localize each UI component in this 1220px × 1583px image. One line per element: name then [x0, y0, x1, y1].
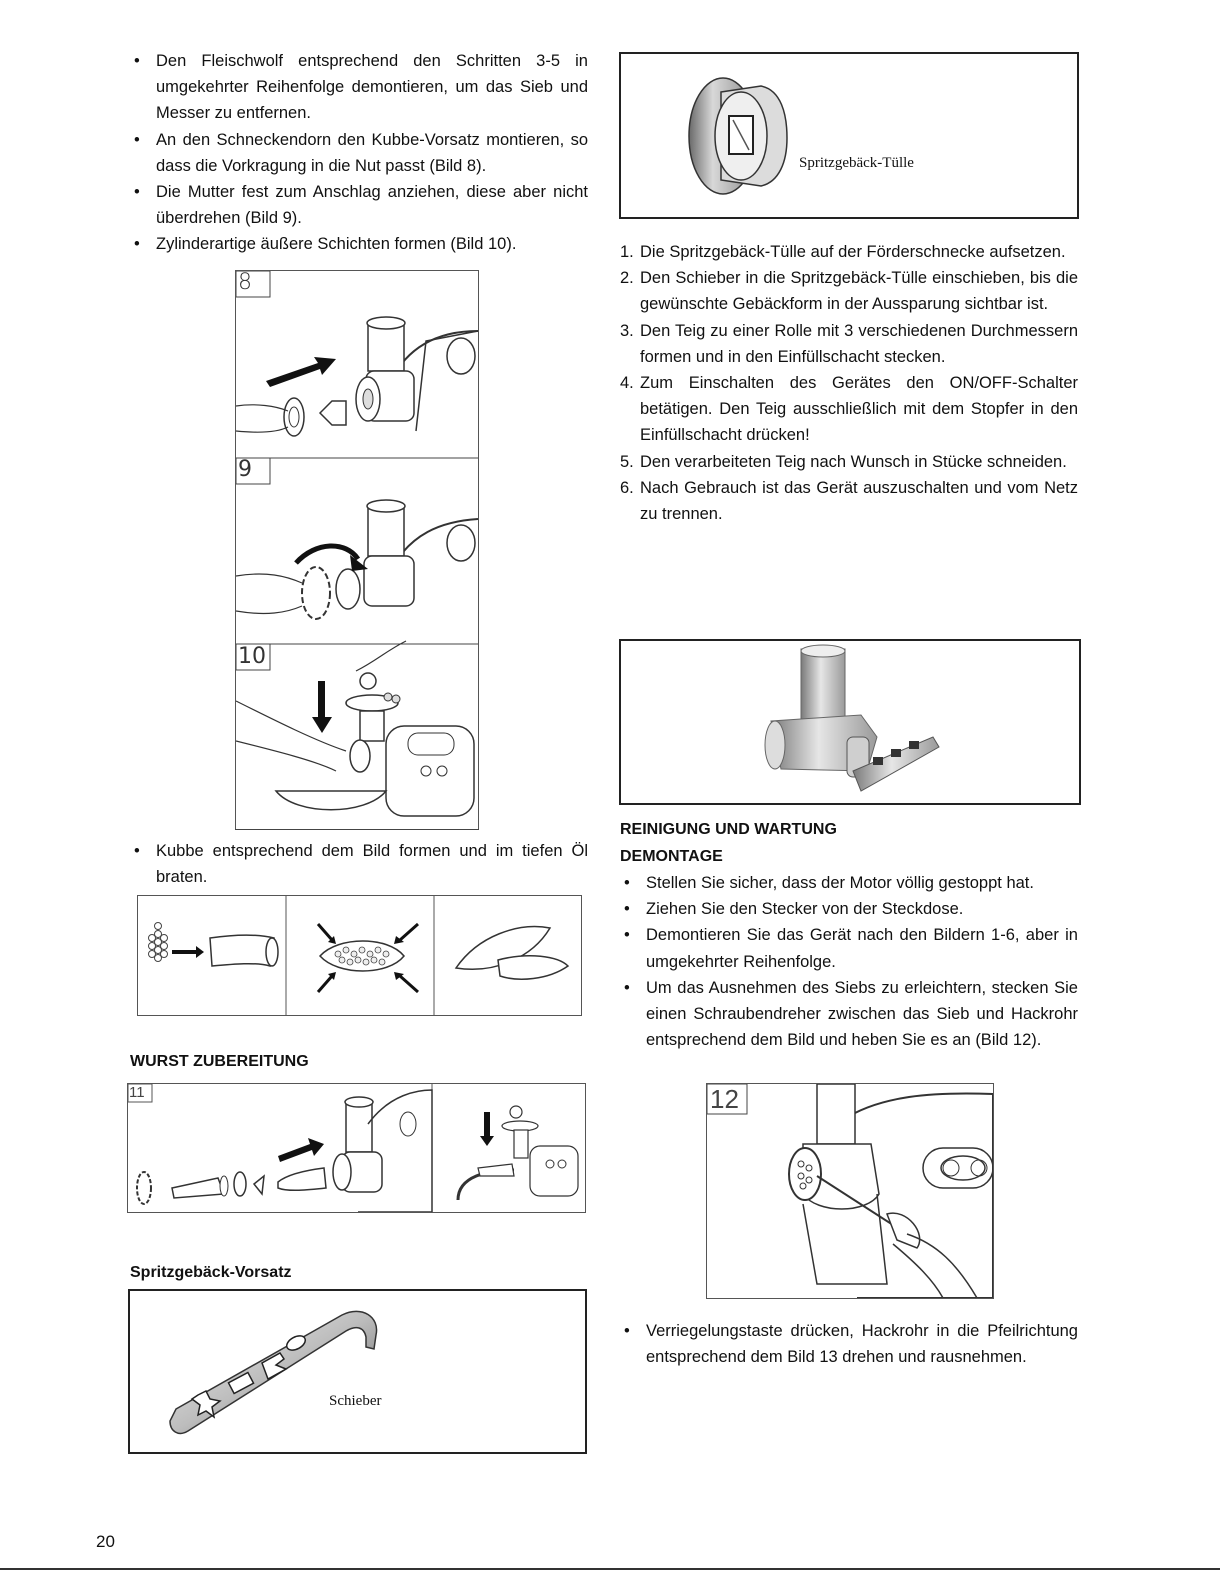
- list-item: • An den Schneckendorn den Kubbe-Vorsatz montieren, so dass die Vorkragung in die Nut passt (Bild 8).: [130, 127, 588, 179]
- list-item: 3. Den Teig zu einer Rolle mit 3 verschiedenen Durchmessern formen und in den Einfüllschacht stecken.: [620, 321, 1078, 366]
- list-item: • Die Mutter fest zum Anschlag anziehen, diese aber nicht überdrehen (Bild 9).: [130, 179, 588, 231]
- list-item: • Stellen Sie sicher, dass der Motor völlig gestoppt hat.: [620, 870, 1078, 896]
- demontage-bullet-list: [620, 870, 1078, 1053]
- list-item: 4. Zum Einschalten des Gerätes den ON/OFF-Schalter betätigen. Den Teig ausschließlich mit dem Stopfer in den Einfüllschacht drücken!: [620, 374, 1078, 445]
- demontage-instructions: [620, 870, 1078, 1053]
- list-item: • Verriegelungstaste drücken, Hackrohr in die Pfeilrichtung entsprechend dem Bild 13 drehen und rausnehmen.: [620, 1318, 1078, 1370]
- assembly-bullet-list: [130, 48, 588, 258]
- schieber-figure: [128, 1289, 587, 1454]
- tuelle-caption: Spritzgebäck-Tülle: [799, 155, 914, 171]
- list-item: • Kubbe entsprechend dem Bild formen und im tiefen Öl braten.: [130, 838, 588, 890]
- list-item: • Den Fleischwolf entsprechend den Schritten 3-5 in umgekehrter Reihenfolge demontieren, um das Sieb und Messer zu entfernen.: [130, 48, 588, 127]
- list-item: 2. Den Schieber in die Spritzgebäck-Tülle einschieben, bis die gewünschte Gebäckform in der Aussparung sichtbar ist.: [620, 269, 1078, 314]
- list-item: 5. Den verarbeiteten Teig nach Wunsch in Stücke schneiden.: [620, 452, 1067, 471]
- heading-wurst-zubereitung: WURST ZUBEREITUNG: [130, 1053, 309, 1070]
- figure-8-9-10: [235, 270, 479, 829]
- list-item: 6. Nach Gebrauch ist das Gerät auszuschalten und vom Netz zu trennen.: [620, 478, 1078, 524]
- divider: [0, 1568, 1220, 1570]
- heading-reinigung: REINIGUNG UND WARTUNG: [620, 821, 837, 838]
- figure-9-label: 9: [238, 457, 252, 482]
- list-item: • Um das Ausnehmen des Siebs zu erleichtern, stecken Sie einen Schraubendreher zwischen das Sieb und Hackrohr entsprechend dem Bild und heben Sie es an (Bild 12).: [620, 975, 1078, 1054]
- kubbe-assembly-illustration: [236, 271, 478, 829]
- tuelle-illustration: [621, 54, 1077, 217]
- figure-11-label: 11: [129, 1084, 145, 1101]
- divider: [235, 829, 479, 830]
- figure-10-label: 10: [238, 644, 266, 669]
- figure-11: [127, 1083, 586, 1213]
- figure-8-label: 8: [238, 270, 252, 295]
- tuelle-figure: [619, 52, 1079, 219]
- page-number: 20: [96, 1532, 115, 1551]
- kubbe-instruction: [130, 838, 588, 890]
- kubbe-shaping-figure: [137, 895, 582, 1016]
- schieber-caption: Schieber: [329, 1393, 382, 1409]
- list-item: • Zylinderartige äußere Schichten formen (Bild 10).: [130, 231, 588, 257]
- kubbe-shaping-steps: [138, 896, 581, 1015]
- list-item: 1. Die Spritzgebäck-Tülle auf der Förderschnecke aufsetzen.: [620, 243, 1066, 261]
- final-instruction: [620, 1318, 1078, 1370]
- spritzgebaeck-attachment-illustration: [621, 641, 1079, 803]
- list-item: • Demontieren Sie das Gerät nach den Bildern 1-6, aber in umgekehrter Reihenfolge.: [620, 922, 1078, 974]
- numbered-step-list: [620, 239, 1078, 527]
- figure-12-label: 12: [710, 1084, 739, 1114]
- heading-spritzgebaeck-vorsatz: Spritzgebäck-Vorsatz: [130, 1264, 292, 1281]
- list-item: • Ziehen Sie den Stecker von der Steckdose.: [620, 896, 1078, 922]
- left-top-instructions: [130, 48, 588, 258]
- attachment-photo: [619, 639, 1081, 805]
- sieve-removal-illustration: [707, 1084, 993, 1298]
- sausage-attachment-illustration: [128, 1084, 585, 1212]
- figure-12: [706, 1083, 994, 1299]
- heading-demontage: DEMONTAGE: [620, 848, 723, 865]
- schieber-illustration: [130, 1291, 585, 1452]
- spritzgebaeck-steps: [620, 239, 1078, 527]
